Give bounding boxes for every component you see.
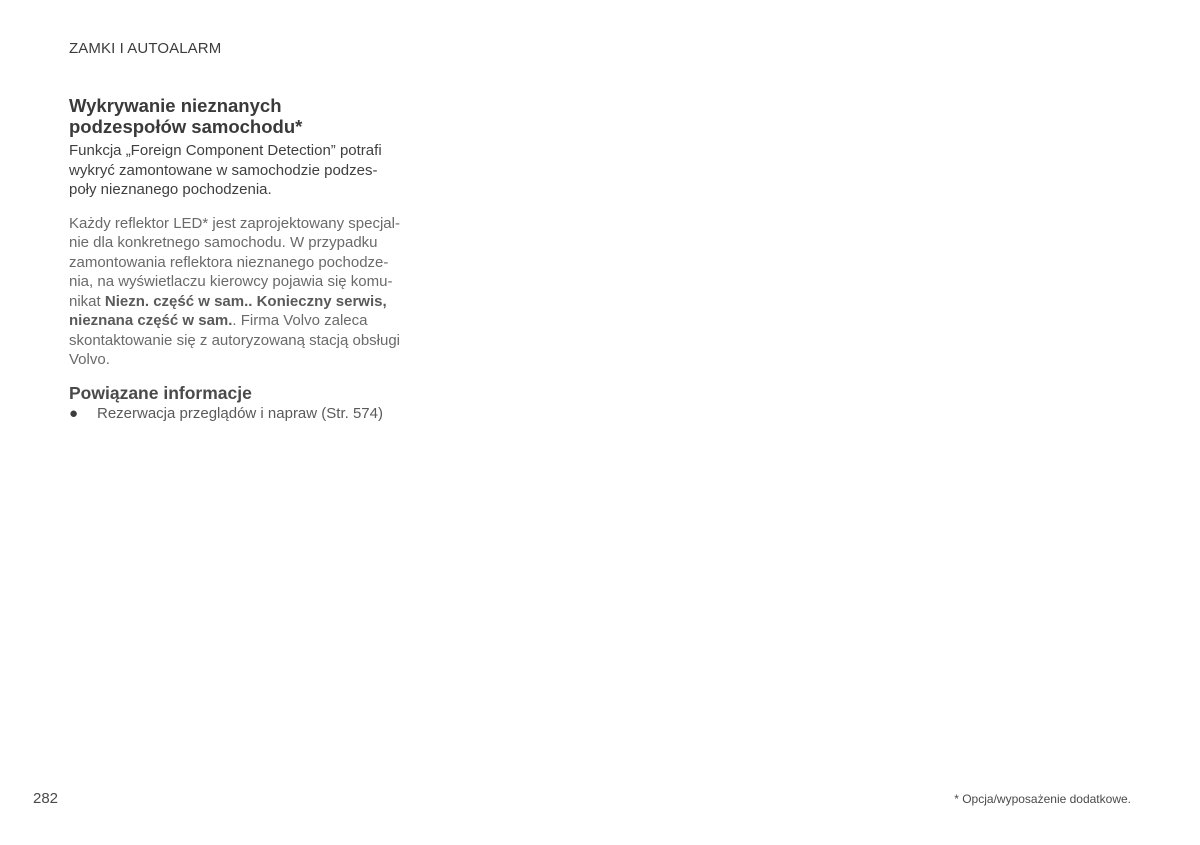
body-line-6-suffix: . Firma Volvo zaleca xyxy=(232,312,368,329)
display-message-part-1: Niezn. część w sam.. Konieczny serwis, xyxy=(104,292,387,310)
optional-equipment-footnote: * Opcja/wyposażenie dodatkowe. xyxy=(954,792,1131,806)
related-info-list xyxy=(69,404,404,424)
body-line-4: nia, na wyświetlaczu kierowcy pojawia się komu- xyxy=(69,273,393,290)
body-line-7: skontaktowanie się z autoryzowaną stacją obsługi xyxy=(69,331,401,349)
body-line-1: Każdy reflektor LED* jest zaprojektowany specjal- xyxy=(69,214,400,232)
article-body xyxy=(69,214,404,370)
article-intro xyxy=(69,141,404,200)
article-column xyxy=(69,95,404,424)
body-line-3: zamontowania reflektora nieznanego pochodze- xyxy=(69,253,389,271)
intro-line-3: poły nieznanego pochodzenia. xyxy=(69,181,272,198)
related-info-item[interactable] xyxy=(69,404,404,424)
page-number: 282 xyxy=(33,790,59,807)
section-header: ZAMKI I AUTOALARM xyxy=(69,40,222,57)
article-title xyxy=(69,95,404,137)
article-title-line-1: Wykrywanie nieznanych xyxy=(69,95,282,116)
display-message-part-2: nieznana część w sam. xyxy=(69,312,233,329)
intro-line-1: Funkcja „Foreign Component Detection” potrafi xyxy=(69,142,382,159)
related-info-heading: Powiązane informacje xyxy=(69,382,252,403)
intro-line-2: wykryć zamontowane w samochodzie podzes- xyxy=(69,161,378,179)
body-line-5-prefix: nikat xyxy=(69,292,105,310)
bullet-icon: ● xyxy=(69,404,79,422)
article-title-line-2: podzespołów samochodu* xyxy=(69,116,303,137)
body-line-2: nie dla konkretnego samochodu. W przypadku xyxy=(69,234,378,251)
body-line-8: Volvo. xyxy=(69,351,110,368)
related-info-link[interactable]: Rezerwacja przeglądów i napraw (Str. 574) xyxy=(97,404,383,422)
